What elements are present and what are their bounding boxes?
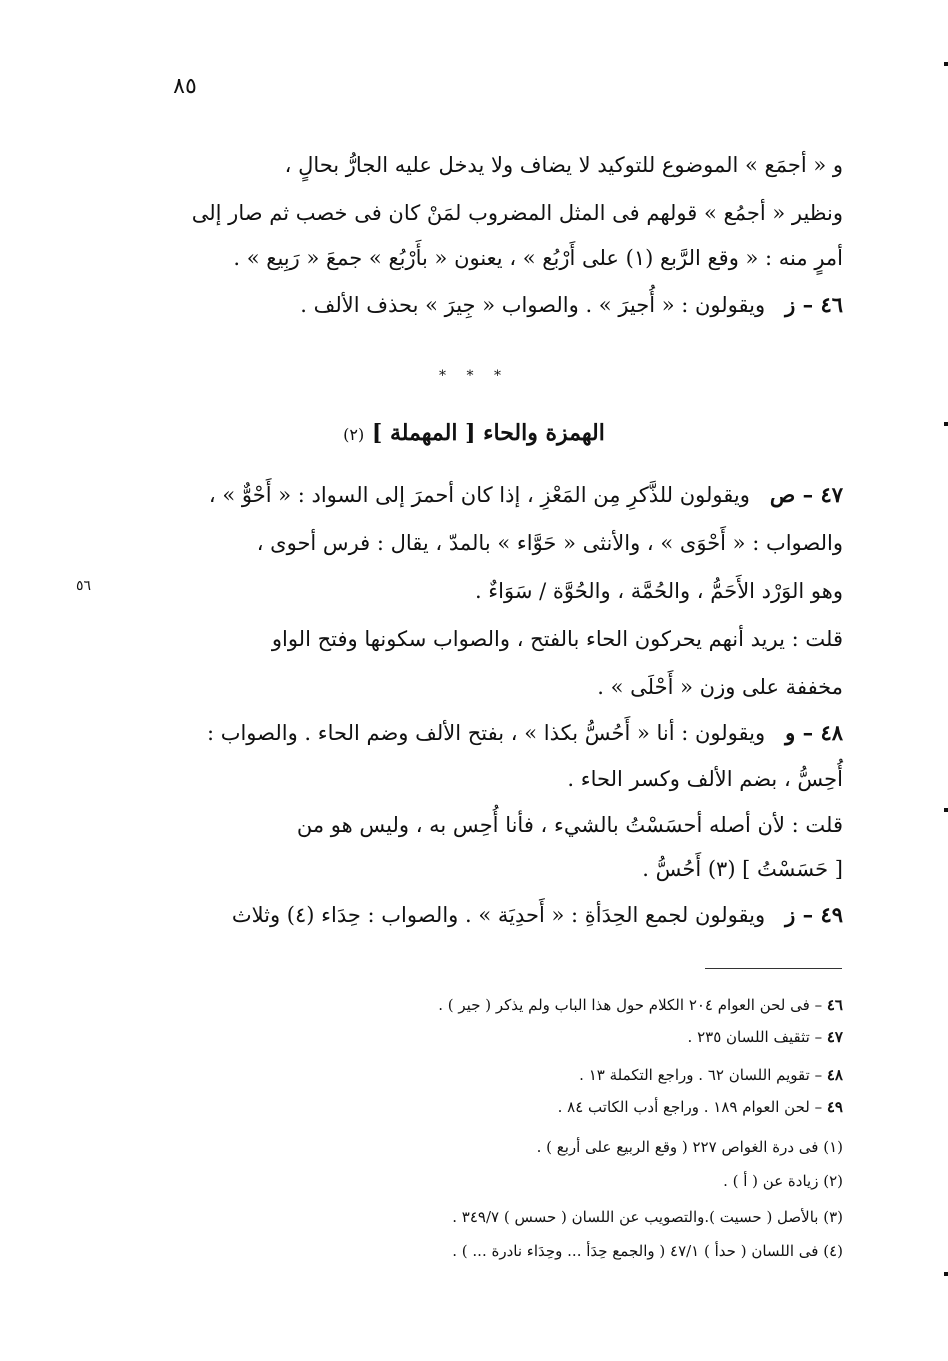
- footnote: ٤٩ – لحن العوام ١٨٩ . وراجع أدب الكاتب ٨٤ .: [557, 1098, 843, 1116]
- entry-47: ٤٧ – ص ويقولون للذَّكرِ مِن المَعْزِ ، إذا كان أحمرَ إلى السواد : « أَحْوٌّ » ،: [208, 482, 843, 507]
- scan-edge-mark: [944, 62, 948, 66]
- page-number: ٨٥: [173, 74, 197, 99]
- footnote-divider: [705, 968, 842, 969]
- text-line: أُحِسُّ ، بضم الألف وكسر الحاء .: [567, 767, 843, 791]
- text-line: وهو الوَرْد الأَحَمُّ ، والحُمَّة ، والحُوَّة / سَوَاءٌ .: [474, 579, 843, 603]
- text-line: [ حَسَسْتُ ] (٣) أَحُسُّ .: [642, 857, 843, 881]
- section-divider-stars: * * *: [439, 368, 509, 384]
- entry-48: ٤٨ – و ويقولون : أنا « أَحُسُّ بكذا » ، بفتح الألف وضم الحاء . والصواب :: [206, 720, 843, 745]
- footnote: (٢) زيادة عن ( أ ) .: [723, 1172, 843, 1190]
- text-line: والصواب : « أَحْوَى » ، والأنثى « حَوَّاء » بالمدّ ، يقال : فرس أحوى ،: [256, 531, 843, 555]
- text-line: قلت : يريد أنهم يحركون الحاء بالفتح ، والصواب سكونها وفتح الواو: [271, 627, 843, 651]
- text-line: قلت : لأن أصله أحسَسْتُ بالشيء ، فأنا أُحِس به ، وليس هو من: [296, 813, 843, 837]
- footnote-ref: (٢): [343, 425, 365, 444]
- text-line: أمرٍ منه : « وقع الرَّبع (١) على أَرْبُع » ، يعنون « بأَرْبُع » جمعَ « رَبِيع » .: [233, 246, 843, 270]
- footnote: (٤) فى اللسان ( حدأ ) ٤٧/١ ( والجمع حِدَأ ... وحِدَاء نادرة ... ) .: [452, 1242, 843, 1260]
- footnote: (٣) بالأصل ( حسيت ).والتصويب عن اللسان ( حسس ) ٣٤٩/٧ .: [452, 1208, 843, 1226]
- text-line: ونظير « أجمُع » قولهم فى المثل المضروب لمَنْ كان فى خصب ثم صار إلى: [191, 201, 843, 225]
- margin-page-reference: ٥٦: [76, 578, 92, 594]
- footnote: ٤٨ – تقويم اللسان ٦٢ . وراجع التكملة ١٣ .: [579, 1066, 843, 1084]
- entry-46: ٤٦ – ز ويقولون : « أُجيرَ » . والصواب « جِيرَ » بحذف الألف .: [300, 292, 843, 317]
- entry-49: ٤٩ – ز ويقولون لجمع الحِدَأةِ : « أَحدِيَة » . والصواب : حِدَاء (٤) وثلاث: [231, 902, 843, 927]
- scan-edge-mark: [944, 1272, 948, 1276]
- footnote: ٤٦ – فى لحن العوام ٢٠٤ الكلام حول هذا الباب ولم يذكر ( جير ) .: [438, 996, 843, 1014]
- footnote: (١) فى درة الغواص ٢٢٧ ( وقع الربيع على أربع ) .: [536, 1138, 843, 1156]
- scan-edge-mark: [944, 808, 948, 812]
- section-heading: [0, 420, 948, 446]
- text-line: مخففة على وزن « أَحْلَى » .: [597, 675, 843, 699]
- footnote: ٤٧ – تثقيف اللسان ٢٣٥ .: [687, 1028, 843, 1046]
- section-heading-title: الهمزة والحاء [ المهملة ]: [371, 420, 605, 446]
- text-line: و « أجمَع » الموضوع للتوكيد لا يضاف ولا يدخل عليه الجارُّ بحالٍ ،: [284, 153, 843, 177]
